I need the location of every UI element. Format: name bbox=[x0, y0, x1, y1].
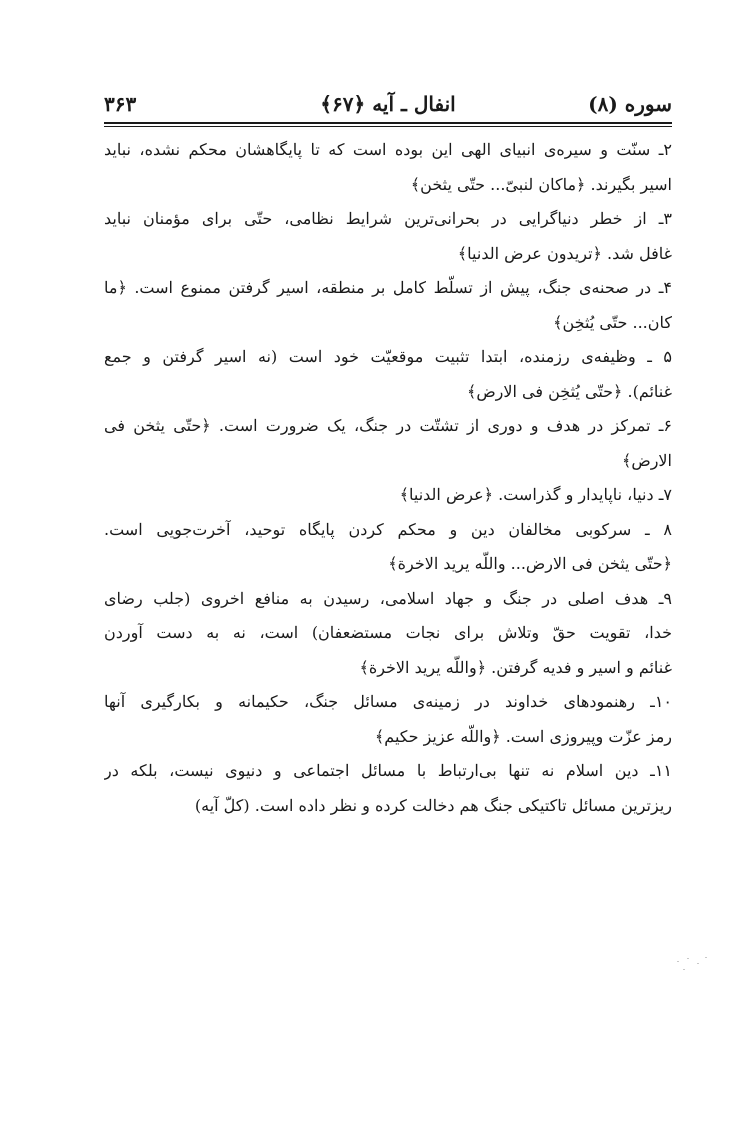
text-line: ۶ـ تمرکز در هدف و دوری از تشتّت در جنگ، یک ضرورت است. ﴿حتّی یثخن فی bbox=[104, 416, 672, 435]
scan-specks bbox=[675, 955, 715, 975]
text-line: ۴ـ در صحنه‌ی جنگ، پیش از تسلّط کامل بر منطقه، اسیر گرفتن ممنوع است. ﴿ما bbox=[104, 278, 672, 297]
text-line: ۸ ـ سرکوبی مخالفان دین و محکم کردن پایگاه توحید، آخرت‌جویی است. bbox=[104, 519, 672, 539]
page-number: ۳۶۳ bbox=[104, 92, 137, 116]
header-rule-thick bbox=[104, 122, 672, 124]
text-line: غنائم و اسیر و فدیه گرفتن. ﴿واللّه یرید الاخرة﴾ bbox=[359, 657, 672, 677]
text-line: ریزترین مسائل تاکتیکی جنگ هم دخالت کرده و نظر داده است. (کلّ آیه) bbox=[194, 795, 672, 815]
text-line: الارض﴾ bbox=[621, 450, 672, 470]
header-rule-thin bbox=[104, 126, 672, 127]
text-line: غافل شد. ﴿تریدون عرض الدنیا﴾ bbox=[457, 243, 672, 263]
text-line: رمز عزّت وپیروزی است. ﴿واللّه عزیز حکیم﴾ bbox=[374, 726, 672, 746]
text-line: ۱۰ـ رهنمودهای خداوند در زمینه‌ی مسائل جنگ، حکیمانه و بکارگیری آنها bbox=[104, 692, 672, 711]
text-line: ۳ـ از خطر دنیاگرایی در بحرانی‌ترین شرایط نظامی، حتّی برای مؤمنان نباید bbox=[104, 209, 672, 228]
text-line: ﴿حتّی یثخن فی الارض... واللّه یرید الاخرة﴾ bbox=[388, 554, 672, 573]
text-line: ۷ـ دنیا، ناپایدار و گذراست. ﴿عرض الدنیا﴾ bbox=[399, 485, 672, 504]
text-line: غنائم). ﴿حتّی یُثخِن فی الارض﴾ bbox=[466, 381, 672, 401]
surah-verse-title: انفال ـ آیه ﴿۶۷﴾ bbox=[320, 92, 456, 116]
surah-label: سوره (۸) bbox=[588, 92, 672, 116]
text-line: ۵ ـ وظیفه‌ی رزمنده، ابتدا تثبیت موقعیّت خود است (نه اسیر گرفتن و جمع bbox=[104, 347, 672, 366]
text-line: خدا، تقویت حقّ وتلاش برای نجات مستضعفان) است، نه به دست آوردن bbox=[104, 623, 672, 642]
page-body bbox=[104, 133, 672, 823]
text-line: ۲ـ سنّت و سیره‌ی انبیای الهی این بوده است که تا پایگاهشان محکم نشده، نباید bbox=[104, 140, 672, 159]
text-line: ۹ـ هدف اصلی در جنگ و جهاد اسلامی، رسیدن به منافع اخروی (جلب رضای bbox=[104, 588, 672, 608]
text-line: اسیر بگیرند. ﴿ماکان لنبیّ... حتّی یثخن﴾ bbox=[410, 174, 672, 194]
text-line: کان... حتّی یُثخِن﴾ bbox=[553, 312, 672, 332]
running-header bbox=[104, 88, 672, 122]
text-line: ۱۱ـ دین اسلام نه تنها بی‌ارتباط با مسائل اجتماعی و دنیوی نیست، بلکه در bbox=[104, 761, 672, 780]
